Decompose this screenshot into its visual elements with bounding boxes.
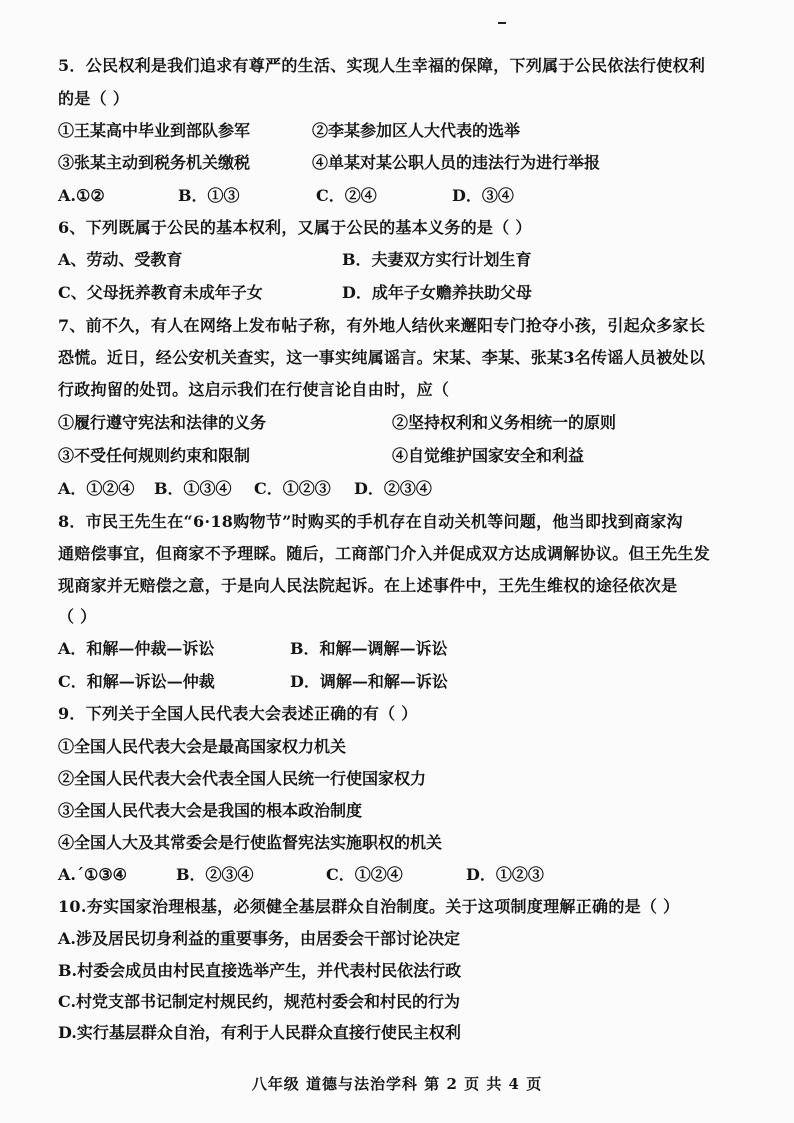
q8-option-c: C．和解—诉讼—仲裁 <box>58 672 215 691</box>
q9-option-a: A.´①③④ <box>58 865 128 884</box>
q8-option-d: D．调解—和解—诉讼 <box>290 672 448 691</box>
q7-statement-1: ①履行遵守宪法和法律的义务 <box>58 413 267 432</box>
q9-statement-2: ②全国人民代表大会代表全国人民统一行使国家权力 <box>58 769 427 788</box>
q10-option-c: C.村党支部书记制定村规民约，规范村委会和村民的行为 <box>58 992 461 1011</box>
q5-statement-2: ②李某参加区人大代表的选举 <box>312 121 521 140</box>
q8-line-3: 现商家并无赔偿之意，于是向人民法院起诉。在上述事件中，王先生维权的途径依次是 <box>58 576 678 595</box>
q6-line-1: 6、下列既属于公民的基本权利，又属于公民的基本义务的是（ ） <box>58 218 532 237</box>
q7-option-a: A．①②④ <box>58 479 135 498</box>
q7-statement-2: ②坚持权利和义务相统一的原则 <box>392 413 617 432</box>
q5-option-d: D．③④ <box>452 186 514 205</box>
q9-option-d: D．①②③ <box>466 865 544 884</box>
q5-option-a: A.①② <box>58 186 105 205</box>
q8-option-a: A．和解—仲裁—诉讼 <box>58 639 215 658</box>
q9-option-b: B．②③④ <box>176 865 254 884</box>
q7-line-2: 恐慌。近日，经公安机关查实，这一事实纯属谣言。宋某、李某、张某3名传谣人员被处以 <box>58 348 706 367</box>
q7-option-b: B．①③④ <box>154 479 232 498</box>
q9-statement-3: ③全国人民代表大会是我国的根本政治制度 <box>58 801 363 820</box>
q10-option-d: D.实行基层群众自治，有利于人民群众直接行使民主权利 <box>58 1023 461 1042</box>
q7-line-3: 行政拘留的处罚。这启示我们在行使言论自由时，应（ <box>58 380 450 399</box>
q5-option-b: B．①③ <box>178 186 240 205</box>
q9-statement-4: ④全国人大及其常委会是行使监督宪法实施职权的机关 <box>58 833 443 852</box>
q9-option-c: C．①②④ <box>326 865 403 884</box>
q10-option-a: A.涉及居民切身利益的重要事务，由居委会干部讨论决定 <box>58 929 460 948</box>
q6-option-d: D．成年子女赡养扶助父母 <box>342 283 532 302</box>
q5-statement-3: ③张某主动到税务机关缴税 <box>58 153 251 172</box>
q7-option-c: C．①②③ <box>254 479 331 498</box>
q8-option-b: B．和解—调解—诉讼 <box>290 639 448 658</box>
q5-line-1: 5．公民权利是我们追求有尊严的生活、实现人生幸福的保障，下列属于公民依法行使权利 <box>58 56 706 75</box>
q8-line-2: 通赔偿事宜，但商家不予理睬。随后，工商部门介入并促成双方达成调解协议。但王先生发 <box>58 544 711 563</box>
q7-statement-3: ③不受任何规则约束和限制 <box>58 446 251 465</box>
q10-option-b: B.村委会成员由村民直接选举产生，并代表村民依法行政 <box>58 961 462 980</box>
q9-statement-1: ①全国人民代表大会是最高国家权力机关 <box>58 737 347 756</box>
q10-line-1: 10.夯实国家治理根基，必须健全基层群众自治制度。关于这项制度理解正确的是（ ） <box>58 897 680 916</box>
page-footer: 八年级 道德与法治学科 第 2 页 共 4 页 <box>251 1075 543 1093</box>
q7-line-1: 7、前不久，有人在网络上发布帖子称，有外地人结伙来邂阳专门抢夺小孩，引起众多家长 <box>58 316 706 335</box>
q6-option-a: A、劳动、受教育 <box>58 250 183 269</box>
q5-option-c: C．②④ <box>316 186 377 205</box>
header-mark <box>498 22 506 24</box>
q5-line-2: 的是（ ） <box>58 89 130 108</box>
q8-line-4: （ ） <box>58 607 97 626</box>
q5-statement-4: ④单某对某公职人员的违法行为进行举报 <box>312 153 601 172</box>
q7-statement-4: ④自觉维护国家安全和利益 <box>392 446 585 465</box>
q7-option-d: D．②③④ <box>354 479 432 498</box>
q6-option-b: B．夫妻双方实行计划生育 <box>342 250 532 269</box>
q6-option-c: C、父母抚养教育未成年子女 <box>58 283 263 302</box>
q9-line-1: 9．下列关于全国人民代表大会表述正确的有（ ） <box>58 704 418 723</box>
q5-statement-1: ①王某高中毕业到部队参军 <box>58 121 251 140</box>
q8-line-1: 8．市民王先生在“6·18购物节”时购买的手机存在自动关机等问题，他当即找到商家沟 <box>58 512 683 531</box>
